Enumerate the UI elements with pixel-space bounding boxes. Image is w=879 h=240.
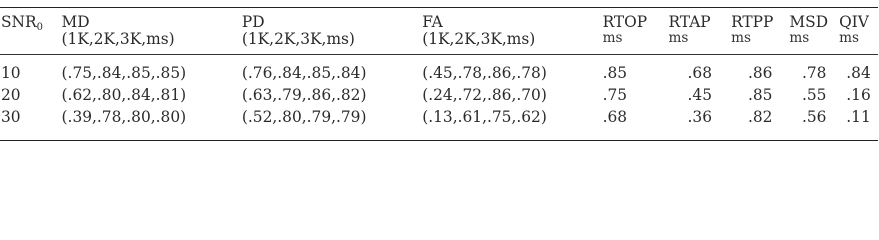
table-header [0, 8, 878, 55]
header-rtop-unit: ms [603, 32, 669, 55]
header-snr: $SNR_0$ [1, 13, 43, 33]
header-row-metrics [0, 8, 878, 33]
header-msd-unit: ms [789, 32, 839, 55]
cell-rtop: .68 [602, 108, 628, 126]
cell-rtop: .75 [602, 86, 628, 104]
cell-pd: (.52,.80,.79,.79) [241, 108, 367, 126]
header-qiv: QIV [839, 13, 869, 31]
table-row [0, 110, 878, 141]
header-md-unit: (1K,2K,3K,ms) [62, 32, 242, 55]
table-row [0, 88, 878, 110]
cell-md: (.62,.80,.84,.81) [61, 86, 187, 104]
header-qiv-unit: ms [839, 32, 878, 55]
cell-rtap: .68 [687, 64, 712, 82]
results-table [0, 7, 878, 141]
cell-fa: (.45,.78,.86,.78) [422, 64, 547, 82]
cell-rtop: .85 [602, 64, 628, 82]
cell-snr: 20 [1, 86, 21, 104]
cell-qiv: .84 [846, 64, 871, 82]
header-fa-unit: (1K,2K,3K,ms) [422, 32, 602, 55]
header-rtpp-unit: ms [731, 32, 789, 55]
cell-msd: .56 [801, 108, 827, 126]
table-body [0, 55, 878, 141]
header-row-units [0, 32, 878, 55]
header-rtop: RTOP [602, 13, 648, 31]
header-rtap: RTAP [668, 13, 711, 31]
header-msd: MSD [789, 13, 829, 31]
cell-snr: 10 [1, 64, 21, 82]
cell-rtpp: .82 [747, 108, 773, 126]
header-rtpp: RTPP [731, 13, 774, 31]
cell-rtpp: .85 [747, 86, 773, 104]
cell-qiv: .11 [846, 108, 871, 126]
cell-md: (.39,.78,.80,.80) [61, 108, 187, 126]
header-fa: FA [422, 13, 443, 31]
cell-fa: (.24,.72,.86,.70) [422, 86, 547, 104]
cell-qiv: .16 [846, 86, 871, 104]
cell-fa: (.13,.61,.75,.62) [422, 108, 547, 126]
cell-md: (.75,.84,.85,.85) [61, 64, 187, 82]
cell-rtpp: .86 [747, 64, 773, 82]
cell-msd: .55 [801, 86, 827, 104]
cell-pd: (.76,.84,.85,.84) [241, 64, 367, 82]
header-rtap-unit: ms [668, 32, 731, 55]
header-pd: PD [241, 13, 265, 31]
cell-msd: .78 [801, 64, 827, 82]
cell-pd: (.63,.79,.86,.82) [241, 86, 367, 104]
header-md: MD [61, 13, 90, 31]
header-pd-unit: (1K,2K,3K,ms) [242, 32, 422, 55]
table-row [0, 55, 878, 89]
cell-rtap: .36 [687, 108, 712, 126]
header-snr-unit [0, 32, 62, 55]
cell-snr: 30 [1, 108, 21, 126]
cell-rtap: .45 [687, 86, 712, 104]
